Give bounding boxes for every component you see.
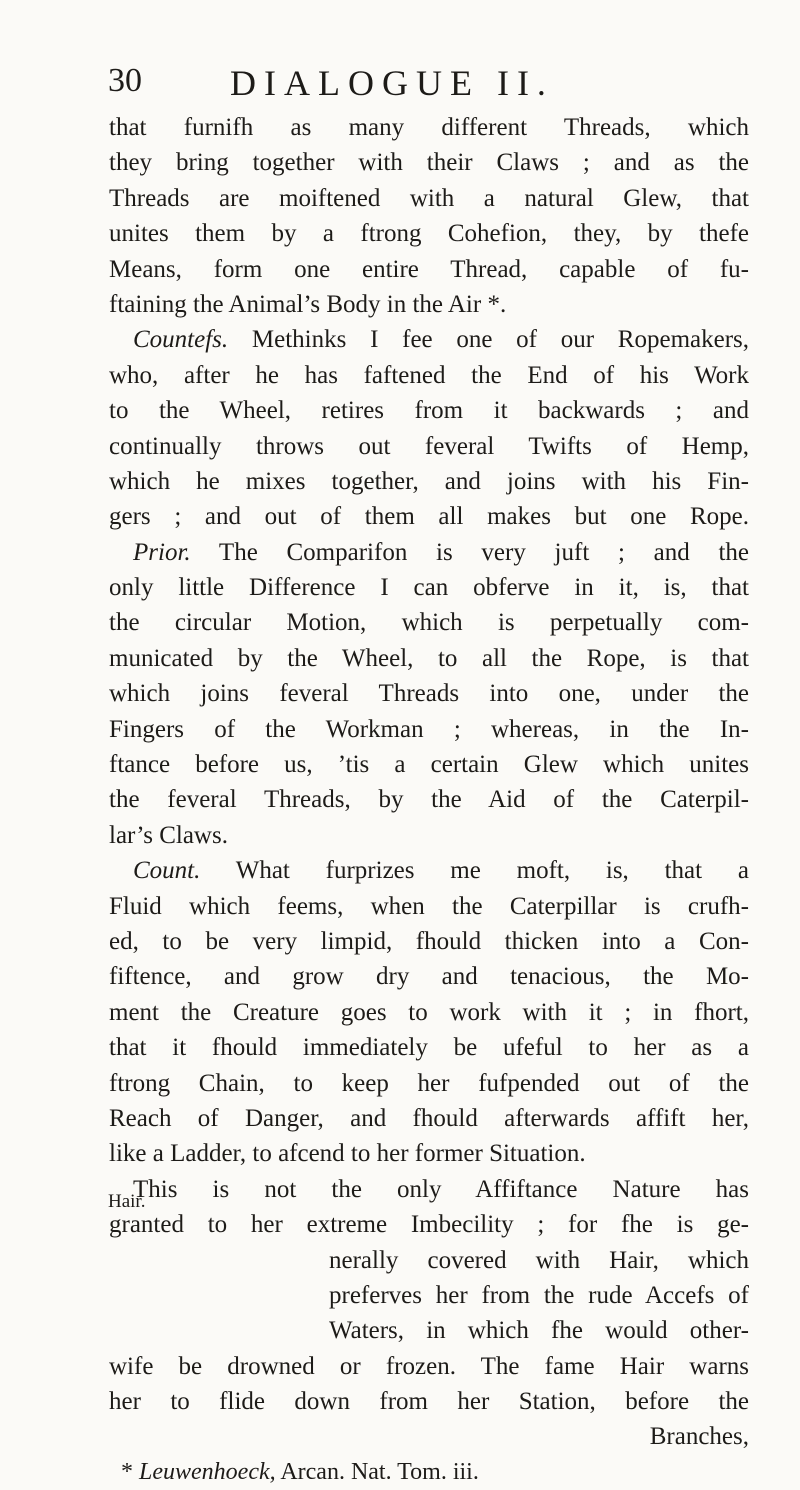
- body-text: [109, 110, 749, 1490]
- page-header: [108, 62, 748, 102]
- text-line: they bring together with their Claws ; and as the: [109, 149, 749, 177]
- text-line: Fluid which feems, when the Caterpillar is crufh-: [109, 892, 749, 920]
- text-line: ftrong Chain, to keep her fufpended out of the: [109, 1069, 749, 1097]
- text-line: the feveral Threads, by the Aid of the Caterpil-: [109, 786, 749, 814]
- margin-note: Hair.: [108, 1191, 146, 1212]
- text-line: Fingers of the Workman ; whereas, in the In-: [109, 715, 749, 743]
- footnote: * Leuwenhoeck, Arcan. Nat. Tom. iii.: [121, 1458, 479, 1485]
- text-line: unites them by a ftrong Cohefion, they, by thefe: [109, 220, 749, 248]
- speaker-count: Count.: [133, 857, 201, 885]
- text-line: continually throws out feveral Twifts of Hemp,: [109, 432, 749, 460]
- catchword: Branches,: [649, 1423, 749, 1451]
- speaker-countess: Countefs.: [133, 326, 229, 354]
- text-line: Count. What furprizes me moft, is, that a: [133, 857, 749, 885]
- text-line: who, after he has faftened the End of his Work: [109, 361, 749, 389]
- text-line: like a Ladder, to afcend to her former Situation.: [109, 1140, 586, 1168]
- text-line: Prior. The Comparifon is very juft ; and the: [133, 538, 749, 566]
- text-line: lar’s Claws.: [109, 821, 228, 849]
- text-line: Threads are moiftened with a natural Glew, that: [109, 184, 749, 212]
- text-line: which joins feveral Threads into one, under the: [109, 680, 749, 708]
- text-line: to the Wheel, retires from it backwards ; and: [109, 397, 749, 425]
- text-line: the circular Motion, which is perpetually com-: [109, 609, 749, 637]
- running-title: DIALOGUE II.: [230, 63, 554, 103]
- text-line: fiftence, and grow dry and tenacious, the Mo-: [109, 963, 749, 991]
- text-line: Countefs. Methinks I fee one of our Ropemakers,: [133, 326, 750, 354]
- text-line: ftance before us, ’tis a certain Glew which unites: [109, 751, 749, 779]
- text-line: municated by the Wheel, to all the Rope, is that: [109, 644, 749, 672]
- text-line: Reach of Danger, and fhould afterwards affift her,: [109, 1104, 749, 1132]
- text-line: preferves her from the rude Accefs of: [329, 1281, 749, 1309]
- text-line: that it fhould immediately be ufeful to her as a: [109, 1034, 749, 1062]
- speaker-prior: Prior.: [133, 538, 191, 566]
- footnote-author: Leuwenhoeck,: [139, 1458, 276, 1485]
- text-line: wife be drowned or frozen. The fame Hair warns: [109, 1352, 749, 1380]
- page-number: 30: [108, 62, 142, 99]
- text-line: which he mixes together, and joins with his Fin-: [109, 467, 749, 495]
- text-line: her to flide down from her Station, before the: [109, 1388, 749, 1416]
- text-line: Waters, in which fhe would other-: [329, 1317, 749, 1345]
- text-line: granted to her extreme Imbecility ; for fhe is ge-: [109, 1211, 749, 1239]
- text-line: nerally covered with Hair, which: [329, 1246, 749, 1274]
- text-line: ed, to be very limpid, fhould thicken into a Con-: [109, 927, 749, 955]
- text-line: only little Difference I can obferve in it, is, that: [109, 574, 749, 602]
- text-line: ment the Creature goes to work with it ; in fhort,: [109, 998, 749, 1026]
- text-line: that furnifh as many different Threads, which: [109, 114, 749, 141]
- text-line: gers ; and out of them all makes but one Rope.: [109, 503, 749, 531]
- text-line: This is not the only Affiftance Nature has: [133, 1175, 749, 1203]
- text-line: ftaining the Animal’s Body in the Air *.: [109, 290, 507, 318]
- text-line: Means, form one entire Thread, capable of fu-: [109, 255, 749, 283]
